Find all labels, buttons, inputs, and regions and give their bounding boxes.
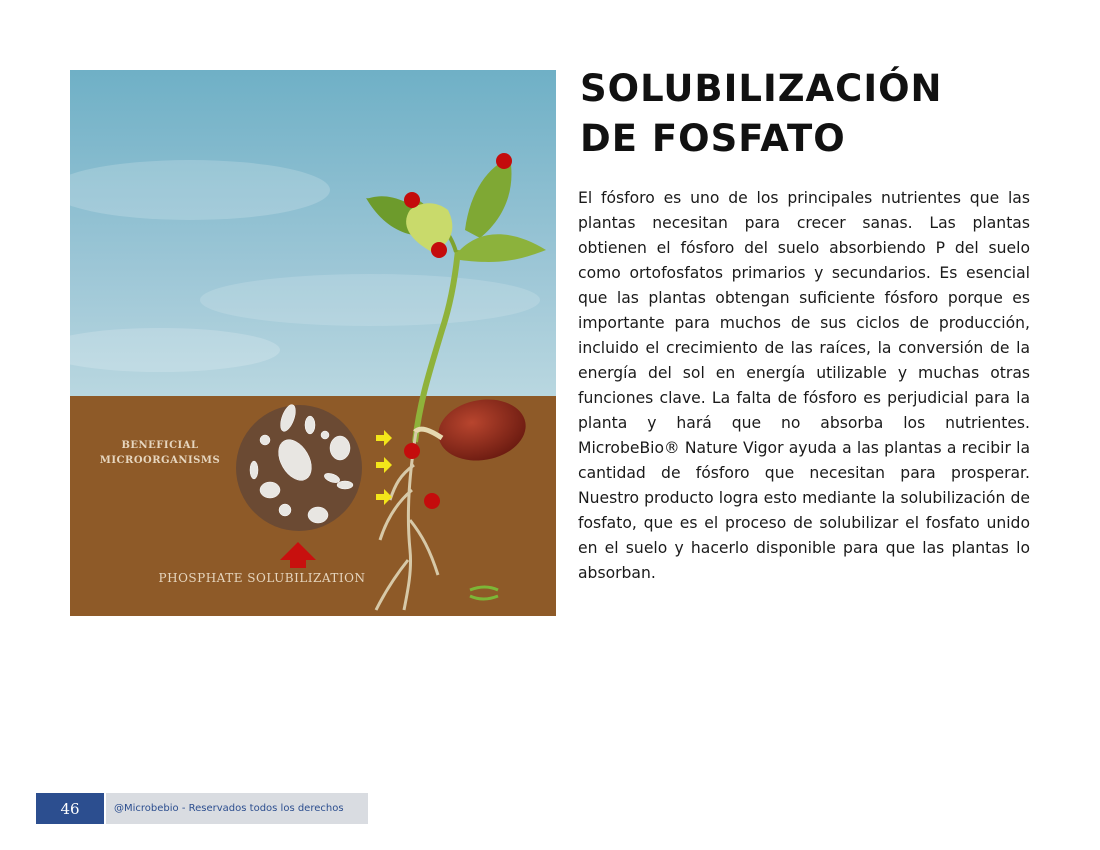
illustration-svg (70, 70, 556, 616)
phosphate-illustration (70, 70, 556, 616)
page-title (580, 64, 1040, 164)
page-number: 46 (36, 793, 104, 824)
body-paragraph: El fósforo es uno de los principales nutrientes que las plantas necesitan para crecer sanas. Las plantas obtienen el fósforo del suelo absorbiendo P del suelo como ortofosfatos primarios y secundarios. Es esencial que las plantas obtengan suficiente fósforo porque es importante para muchos de sus ciclos de producción, incluido el crecimiento de las raíces, la conversión de la energía del sol en energía utilizable y muchas otras funciones clave. La falta de fósforo es perjudicial para la planta y hará que no absorba los nutrientes. MicrobeBio® Nature Vigor ayuda a las plantas a recibir la cantidad de fósforo que necesitan para prosperar. Nuestro producto logra esto mediante la solubilización de fosfato, que es el proceso de solubilizar el fosfato unido en el suelo y hacerlo disponible para que las plantas lo absorban. (578, 189, 1030, 582)
title-line2: DE FOSFATO (580, 117, 846, 160)
footer-copyright: @Microbebio - Reservados todos los derechos (106, 793, 368, 824)
label-beneficial-line1: BENEFICIAL (121, 440, 199, 451)
label-beneficial-line2: MICROORGANISMS (99, 455, 221, 466)
label-phosphate: PHOSPHATE SOLUBILIZATION (158, 571, 366, 585)
title-line1: SOLUBILIZACIÓN (580, 67, 943, 110)
